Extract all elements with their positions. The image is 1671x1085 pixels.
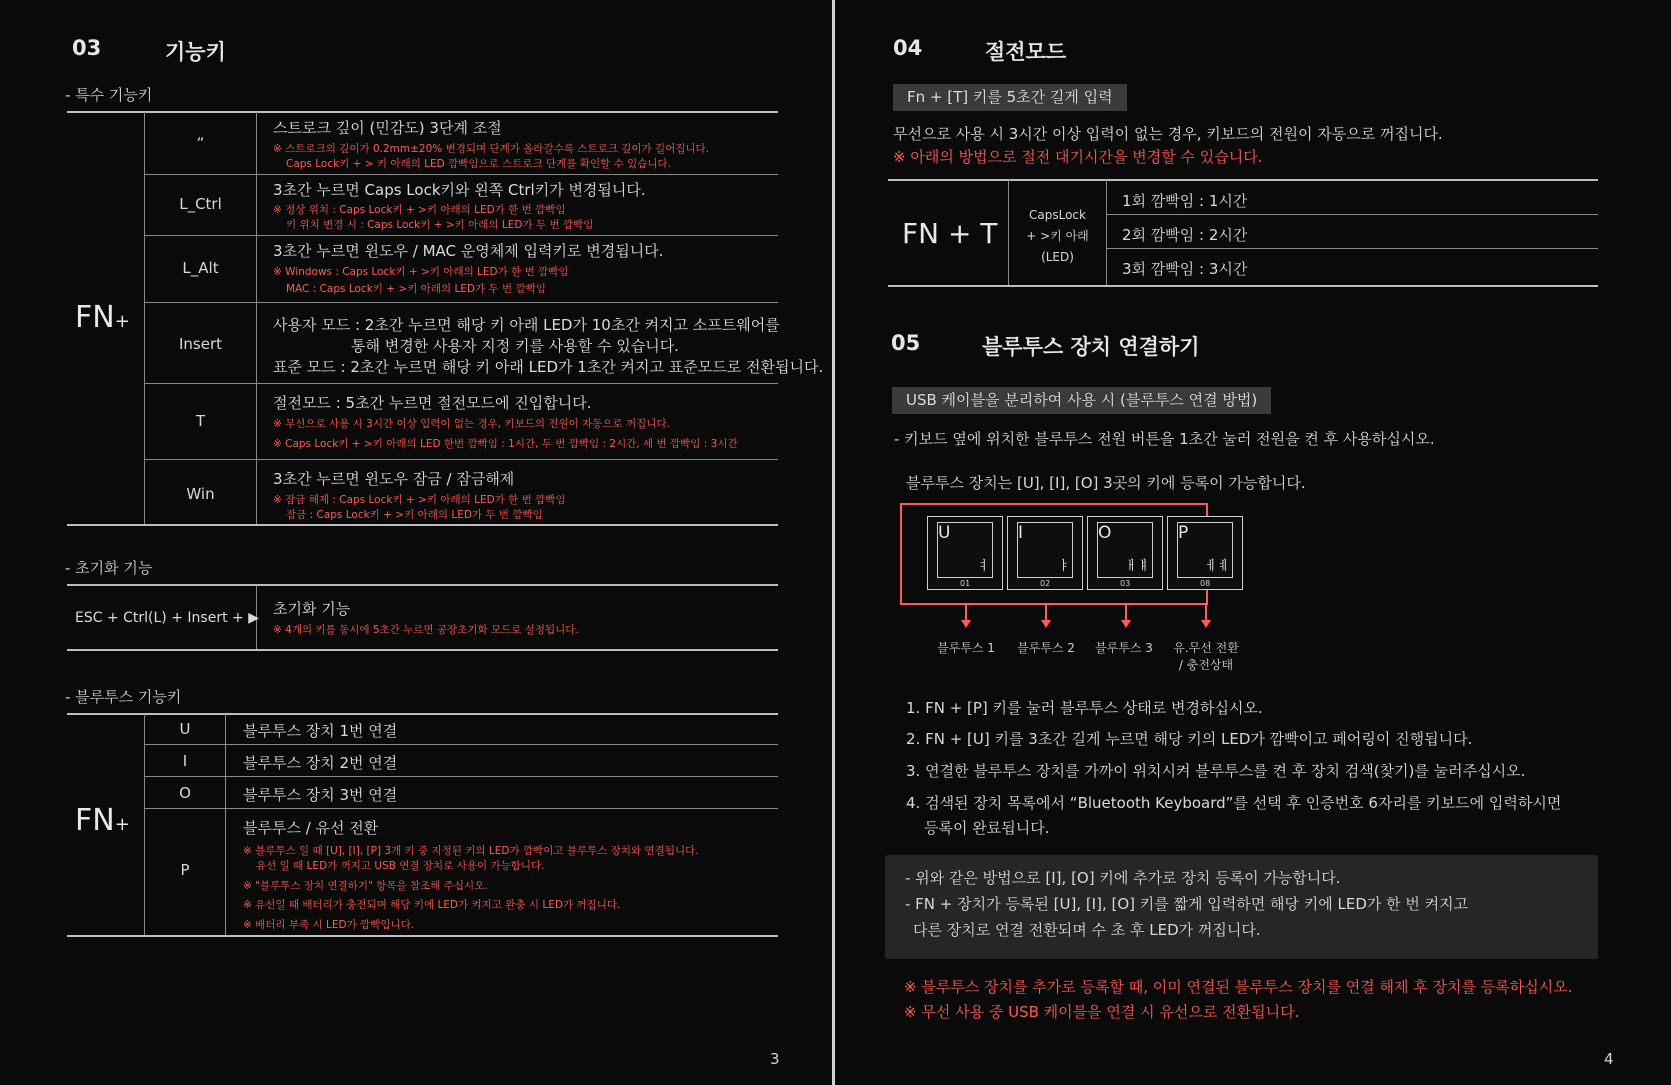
- bt-note: ※ 블루투스 일 때 [U], [I], [P] 3개 키 중 지정된 키의 LED가 깜빡이고 블루투스 장치와 연결됩니다.: [243, 845, 699, 857]
- page-number: 3: [770, 1050, 780, 1068]
- sleep-desc: 무선으로 사용 시 3시간 이상 입력이 없는 경우, 키보드의 전원이 자동으로 꺼집니다.: [893, 125, 1443, 143]
- bt-note: 유선 일 때 LED가 꺼지고 USB 연결 장치로 사용이 가능합니다.: [256, 860, 545, 872]
- page-4: [836, 4, 1668, 1081]
- row-note: ※ Caps Lock키 + >키 아래의 LED 한번 깜빡임 : 1시간, 두 번 깜빡임 : 2시간, 세 번 깜빡임 : 3시간: [273, 438, 738, 450]
- key-quote: “: [196, 134, 205, 152]
- blink-row: 3회 깜빡임 : 3시간: [1122, 260, 1248, 278]
- bt-desc: 블루투스 / 유선 전환: [243, 819, 379, 837]
- reset-desc: 초기화 기능: [273, 600, 351, 618]
- row-desc: 표준 모드 : 2초간 누르면 해당 키 아래 LED가 1초간 켜지고 표준모드로 전환됩니다.: [273, 358, 824, 376]
- key-insert: Insert: [178, 335, 223, 353]
- keycap-p: P ㅔㅖ 08: [1167, 516, 1243, 590]
- section-title: 절전모드: [985, 40, 1067, 64]
- bt-note: ※ 유선일 때 배터리가 충전되며 해당 키에 LED가 켜지고 완충 시 LED가 꺼집니다.: [243, 899, 621, 911]
- note-line: 다른 장치로 연결 전환되며 수 초 후 LED가 꺼집니다.: [913, 921, 1261, 939]
- section-number: 03: [72, 36, 102, 60]
- row-note: ※ 스트로크의 깊이가 0.2mm±20% 변경되며 단계가 올라갈수록 스트로크 깊이가 길어집니다.: [273, 143, 710, 155]
- keycap-u: U ㅕ 01: [927, 516, 1003, 590]
- instruction-pill: USB 케이블을 분리하여 사용 시 (블루투스 연결 방법): [892, 387, 1271, 414]
- fn-t-label: FN + T: [902, 217, 998, 250]
- bt-keys-label: - 블루투스 기능키: [65, 688, 182, 706]
- row-desc: 통해 변경한 사용자 지정 키를 사용할 수 있습니다.: [351, 337, 679, 355]
- step: 등록이 완료됩니다.: [924, 819, 1050, 837]
- key-u: U: [179, 720, 191, 738]
- bt-desc: 블루투스 장치는 [U], [I], [O] 3곳의 키에 등록이 가능합니다.: [906, 474, 1306, 492]
- key-label: 블루투스 3: [1095, 641, 1153, 655]
- key-i: I: [182, 752, 188, 770]
- page-3: [3, 4, 831, 1081]
- section-title: 블루투스 장치 연결하기: [982, 335, 1200, 359]
- page-number: 4: [1604, 1050, 1614, 1068]
- note-line: - FN + 장치가 등록된 [U], [I], [O] 키를 짧게 입력하면 해당 키에 LED가 한 번 켜지고: [905, 895, 1469, 913]
- warning: ※ 블루투스 장치를 추가로 등록할 때, 이미 연결된 블루투스 장치를 연결 해제 후 장치를 등록하십시오.: [904, 978, 1573, 996]
- row-note: 키 위치 변경 시 : Caps Lock키 + >키 아래의 LED가 두 번 깜빡임: [286, 219, 594, 231]
- warning: ※ 무선 사용 중 USB 케이블을 연결 시 유선으로 전환됩니다.: [904, 1003, 1300, 1021]
- step: 1. FN + [P] 키를 눌러 블루투스 상태로 변경하십시오.: [906, 699, 1263, 717]
- instruction-pill: Fn + [T] 키를 5초간 길게 입력: [893, 84, 1127, 111]
- row-note: ※ Windows : Caps Lock키 + >키 아래의 LED가 한 번 깜빡임: [273, 266, 569, 278]
- row-desc: 절전모드 : 5초간 누르면 절전모드에 진입합니다.: [273, 394, 592, 412]
- row-desc: 스트로크 깊이 (민감도) 3단계 조절: [273, 119, 502, 137]
- row-note: ※ 정상 위치 : Caps Lock키 + >키 아래의 LED가 한 번 깜빡임: [273, 204, 566, 216]
- capslock-label: CapsLock + >키 아래 (LED): [1026, 208, 1089, 264]
- key-o: O: [179, 784, 191, 802]
- key-lalt: L_Alt: [182, 259, 219, 277]
- note-box: [885, 855, 1598, 959]
- key-label: 유.무선 전환: [1173, 641, 1239, 655]
- step: 3. 연결한 블루투스 장치를 가까이 위치시켜 블루투스를 켠 후 장치 검색(찾기)를 눌러주십시오.: [906, 762, 1526, 780]
- fn-label: FN+: [75, 803, 130, 838]
- blink-row: 2회 깜빡임 : 2시간: [1122, 226, 1248, 244]
- special-keys-label: - 특수 기능키: [65, 86, 153, 104]
- key-label: / 충전상태: [1178, 658, 1234, 672]
- row-note: ※ 무선으로 사용 시 3시간 이상 입력이 없는 경우, 키보드의 전원이 자동으로 꺼집니다.: [273, 418, 670, 430]
- key-win: Win: [186, 485, 215, 503]
- blink-row: 1회 깜빡임 : 1시간: [1122, 192, 1248, 210]
- key-lctrl: L_Ctrl: [179, 195, 222, 213]
- row-note: MAC : Caps Lock키 + >키 아래의 LED가 두 번 깜빡임: [286, 283, 546, 295]
- step: 2. FN + [U] 키를 3초간 길게 누르면 해당 키의 LED가 깜빡이고 페어링이 진행됩니다.: [906, 730, 1473, 748]
- row-desc: 3초간 누르면 윈도우 잠금 / 잠금해제: [273, 470, 515, 488]
- step: 4. 검색된 장치 목록에서 “Bluetooth Keyboard”를 선택 후 인증번호 6자리를 키보드에 입력하시면: [906, 794, 1562, 812]
- row-desc: 사용자 모드 : 2초간 누르면 해당 키 아래 LED가 10초간 켜지고 소프트웨어를: [273, 316, 780, 334]
- reset-note: ※ 4개의 키를 동시에 5초간 누르면 공장초기화 모드로 설정됩니다.: [273, 624, 579, 636]
- sleep-note: ※ 아래의 방법으로 절전 대기시간을 변경할 수 있습니다.: [893, 148, 1263, 166]
- keycap-o: O ㅐㅒ 03: [1087, 516, 1163, 590]
- bt-note: ※ 배터리 부족 시 LED가 깜빡입니다.: [243, 919, 415, 931]
- bt-desc: 블루투스 장치 1번 연결: [243, 722, 398, 740]
- note-line: - 위와 같은 방법으로 [I], [O] 키에 추가로 장치 등록이 가능합니다.: [905, 869, 1341, 887]
- key-label: 블루투스 2: [1017, 641, 1075, 655]
- page-divider: [832, 0, 835, 1085]
- bt-note: ※ "블루투스 장치 연결하기" 항목을 참조해 주십시오.: [243, 880, 488, 892]
- fn-label: FN+: [75, 300, 130, 335]
- bt-desc: 블루투스 장치 2번 연결: [243, 754, 398, 772]
- row-note: Caps Lock키 + > 키 아래의 LED 깜빡임으로 스트로크 단계를 확인할 수 있습니다.: [286, 158, 671, 170]
- reset-key: ESC + Ctrl(L) + Insert + ▶: [75, 610, 259, 626]
- reset-label: - 초기화 기능: [65, 559, 153, 577]
- bt-desc: - 키보드 옆에 위치한 블루투스 전원 버튼을 1초간 눌러 전원을 켠 후 사용하십시오.: [894, 430, 1435, 448]
- section-number: 05: [891, 331, 921, 355]
- row-desc: 3초간 누르면 Caps Lock키와 왼쪽 Ctrl키가 변경됩니다.: [273, 181, 646, 199]
- section-title: 기능키: [165, 40, 226, 64]
- row-desc: 3초간 누르면 윈도우 / MAC 운영체제 입력키로 변경됩니다.: [273, 242, 664, 260]
- bt-desc: 블루투스 장치 3번 연결: [243, 786, 398, 804]
- section-number: 04: [893, 36, 923, 60]
- key-t: T: [195, 412, 206, 430]
- keycap-i: I ㅑ 02: [1007, 516, 1083, 590]
- key-p: P: [180, 861, 190, 879]
- row-note: 잠금 : Caps Lock키 + >키 아래의 LED가 두 번 깜빡임: [286, 509, 543, 521]
- key-label: 블루투스 1: [937, 641, 995, 655]
- row-note: ※ 잠금 해제 : Caps Lock키 + >키 아래의 LED가 한 번 깜빡임: [273, 494, 566, 506]
